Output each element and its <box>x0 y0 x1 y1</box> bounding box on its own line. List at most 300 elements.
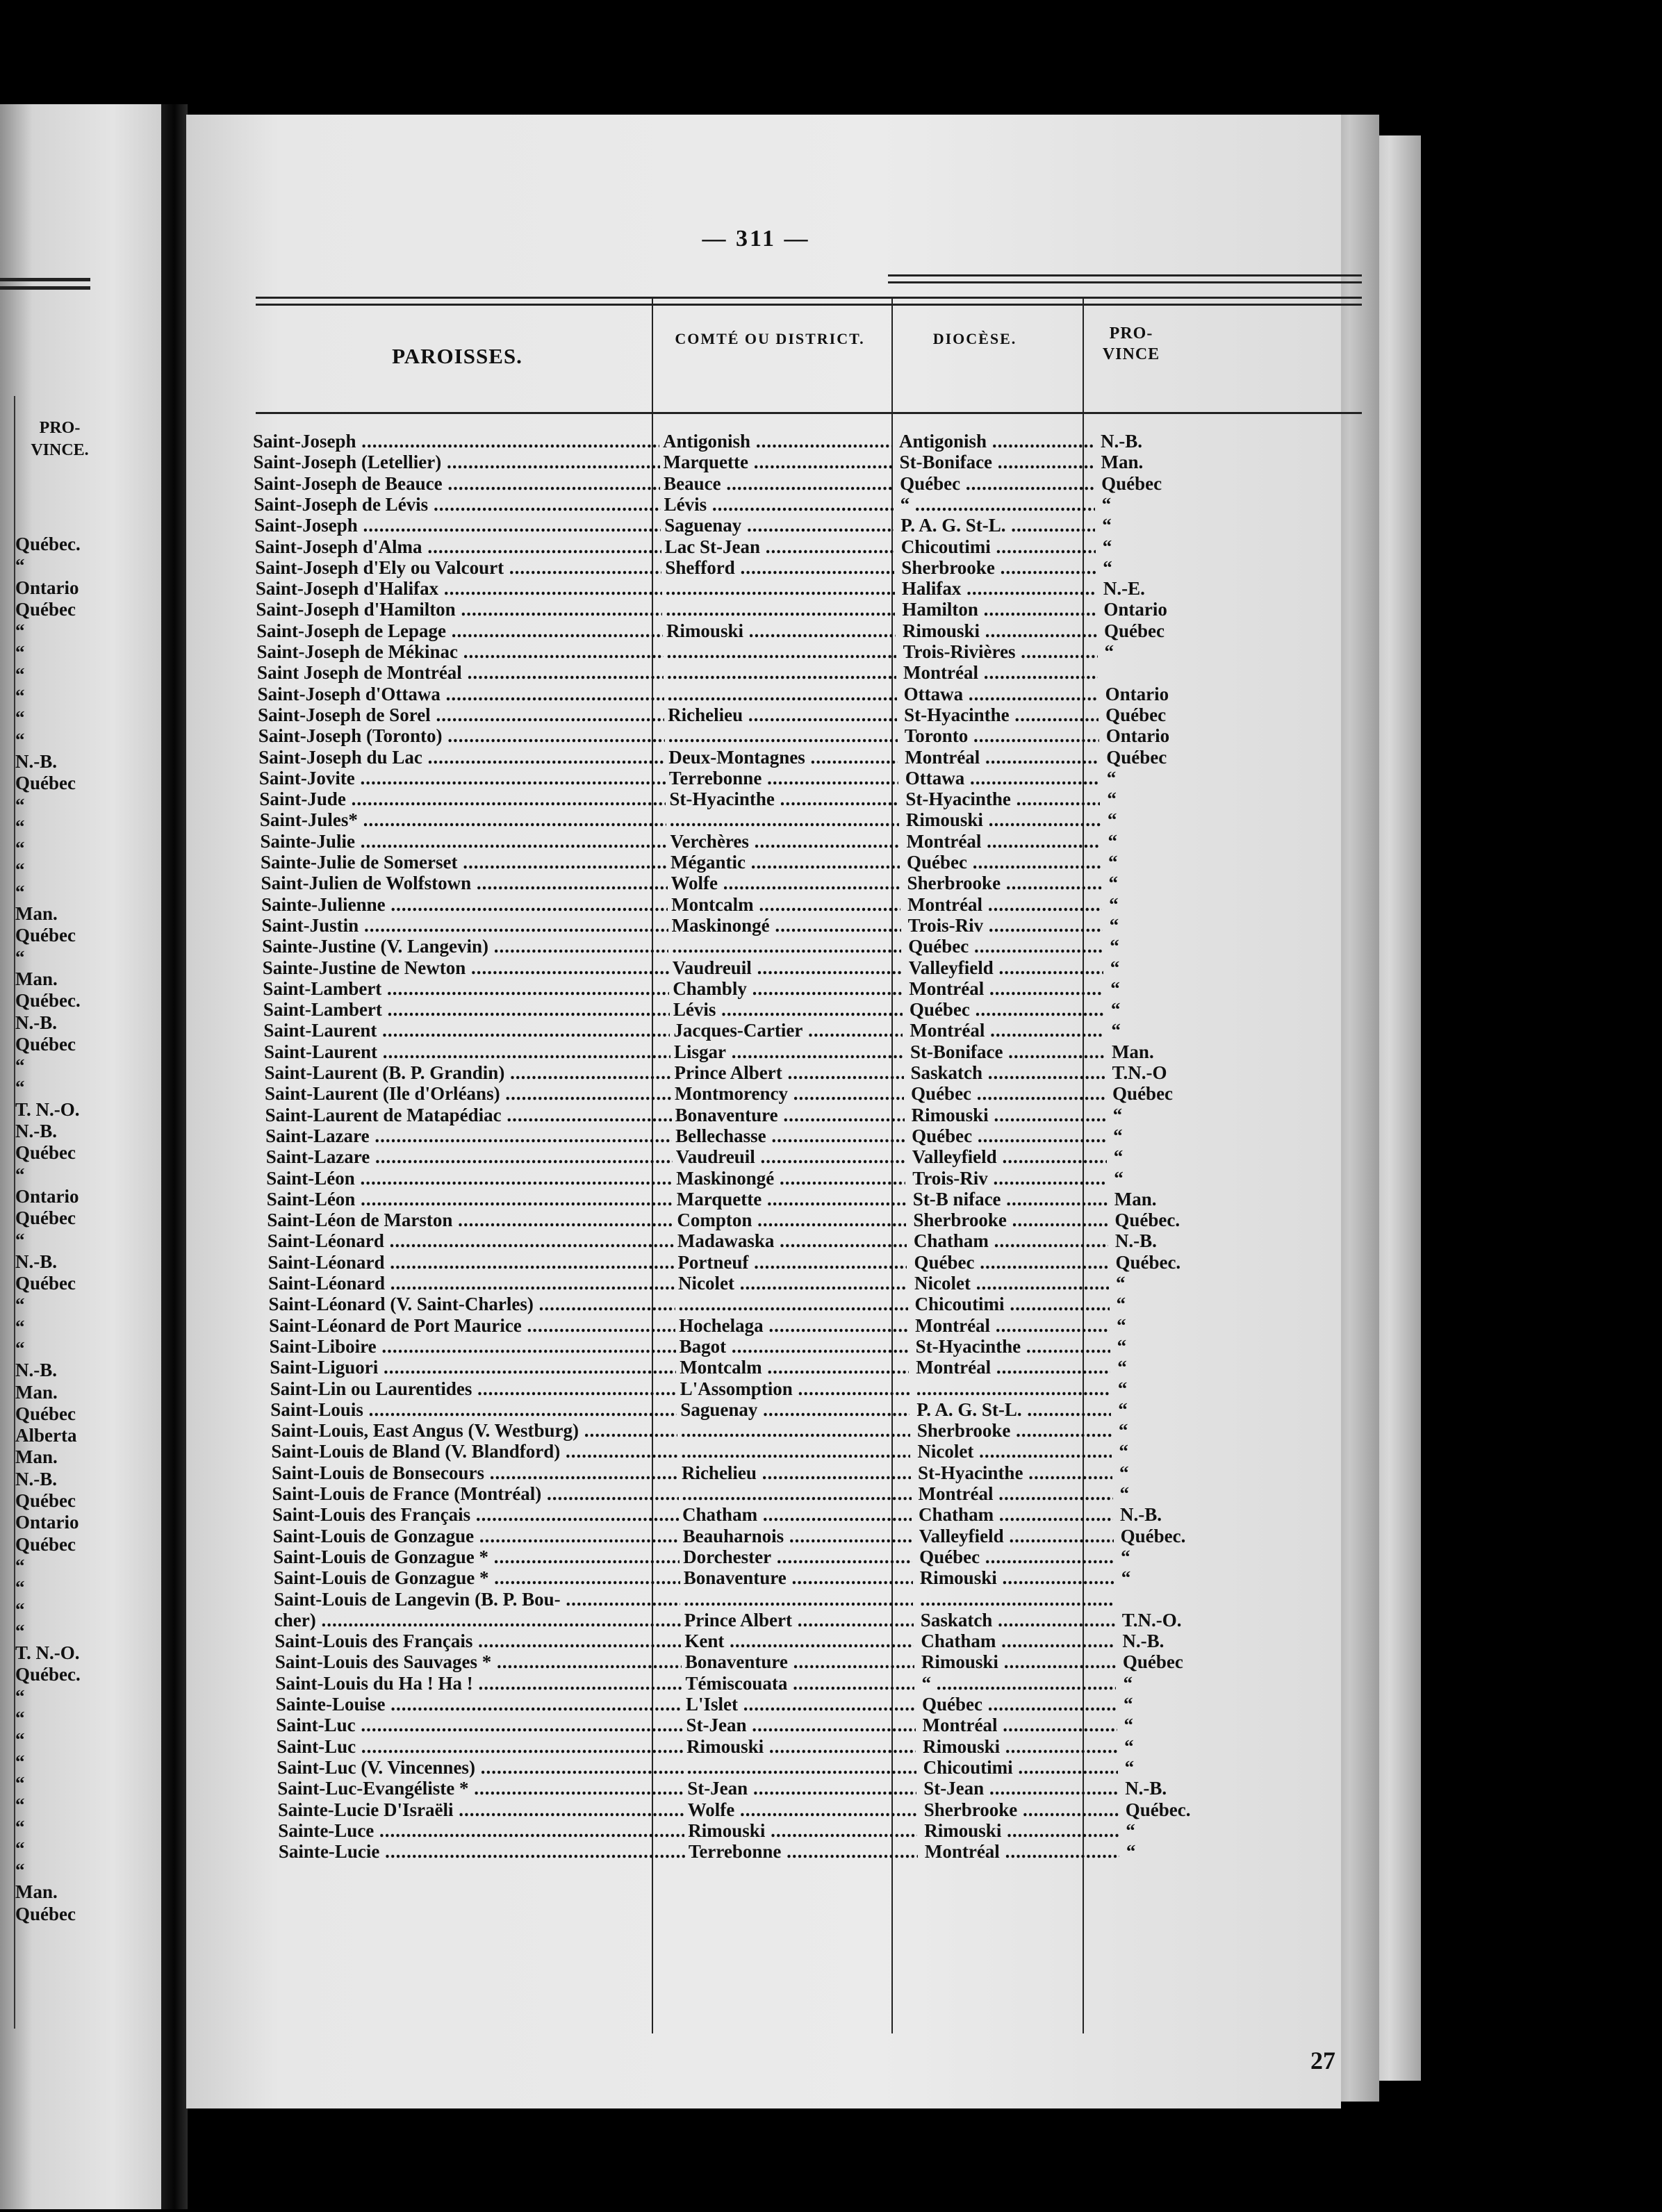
county-name: St-Jean ..... <box>686 1715 916 1735</box>
county-name: Bonaventure ..... <box>675 1105 905 1125</box>
left-province-entry: T. N.-O. <box>15 1642 80 1664</box>
diocese-name: Québec ..... <box>914 1252 1108 1273</box>
left-province-entry: “ <box>15 1794 25 1816</box>
table-row <box>267 1210 1226 1230</box>
diocese-name: Sherbrooke ..... <box>924 1799 1119 1820</box>
header-province-line2: VINCE <box>1102 345 1160 363</box>
table-row <box>254 515 1213 536</box>
table-row <box>257 641 1216 662</box>
table-row <box>259 789 1218 809</box>
province-name: “ <box>1121 1567 1131 1589</box>
table-row <box>262 936 1221 957</box>
parish-name: Saint-Julien de Wolfstown ..... <box>261 873 668 893</box>
left-province-entry: “ <box>15 1229 25 1251</box>
table-row <box>272 1483 1231 1504</box>
table-row <box>278 1820 1237 1841</box>
parish-name: Saint-Jude ..... <box>259 789 666 809</box>
county-name: Antigonish ..... <box>663 431 892 452</box>
province-name: “ <box>1107 809 1117 831</box>
left-province-entry: “ <box>15 729 25 750</box>
header-province <box>1089 323 1173 365</box>
county-name: Nicolet ..... <box>678 1273 907 1294</box>
province-name: N.-B. <box>1114 1230 1157 1252</box>
province-name: N.-B. <box>1101 431 1142 452</box>
parish-name: Saint-Joseph de Sorel ..... <box>258 704 664 725</box>
county-name: Saguenay ..... <box>664 515 894 536</box>
parish-name: Saint-Joseph d'Halifax ..... <box>256 578 662 599</box>
left-province-entry: “ <box>15 1577 25 1599</box>
parish-name: Saint-Louis de Gonzague ..... <box>273 1526 680 1546</box>
left-province-list <box>15 534 154 1925</box>
parish-name: Saint-Laurent ..... <box>263 1020 670 1041</box>
county-name <box>681 1441 910 1462</box>
table-row <box>258 704 1217 725</box>
diocese-name: Montréal ..... <box>919 1483 1113 1504</box>
diocese-name: Valleyfield ..... <box>909 957 1103 978</box>
diocese-name: Toronto ..... <box>905 725 1099 746</box>
parish-name: Saint-Louis de Gonzague * ..... <box>273 1546 680 1567</box>
province-name: Ontario <box>1105 683 1169 704</box>
county-name <box>681 1420 910 1441</box>
county-name: Témiscouata ..... <box>685 1673 914 1694</box>
table-row <box>260 831 1219 852</box>
table-row <box>265 1062 1224 1083</box>
left-province-entry: “ <box>15 1772 25 1794</box>
parish-name: Saint-Joseph ..... <box>253 431 659 452</box>
province-name: “ <box>1121 1546 1130 1567</box>
table-row <box>272 1462 1231 1483</box>
left-province-entry: N.-B. <box>15 750 57 772</box>
parish-name: Saint-Joseph de Beauce ..... <box>254 473 660 494</box>
province-name: Man. <box>1111 1041 1154 1062</box>
province-name: “ <box>1117 1335 1127 1357</box>
table-row <box>274 1589 1233 1610</box>
diocese-name: Ottawa ..... <box>904 684 1099 704</box>
folio-number: 27 <box>1310 2047 1335 2074</box>
left-province-entry: “ <box>15 1620 25 1642</box>
county-name: Montcalm ..... <box>680 1357 909 1378</box>
province-name: “ <box>1104 641 1114 662</box>
province-name: “ <box>1124 1715 1134 1736</box>
province-name: “ <box>1112 1104 1123 1125</box>
province-name: “ <box>1117 1357 1127 1378</box>
county-name <box>672 936 901 957</box>
province-name: “ <box>1117 1314 1126 1336</box>
diocese-name: St-Hyacinthe ..... <box>918 1462 1112 1483</box>
parish-name: Saint-Joseph d'Alma ..... <box>255 536 661 557</box>
table-row <box>265 1083 1224 1104</box>
county-name: Kent ..... <box>684 1631 914 1651</box>
parish-name: Saint-Louis de Bland (V. Blandford) ..... <box>271 1441 677 1462</box>
left-province-entry: “ <box>15 1599 25 1620</box>
table-row <box>273 1526 1232 1546</box>
province-name: Québec. <box>1114 1210 1180 1231</box>
parish-name: cher) ..... <box>274 1610 681 1631</box>
diocese-name: Nicolet ..... <box>917 1441 1112 1462</box>
province-name: Ontario <box>1105 725 1170 747</box>
county-name: Portneuf ..... <box>677 1252 907 1273</box>
province-name: “ <box>1109 893 1119 915</box>
parish-name: Saint-Léonard (V. Saint-Charles) ..... <box>269 1294 675 1314</box>
diocese-name: Québec ..... <box>910 999 1104 1020</box>
province-name: “ <box>1126 1841 1136 1863</box>
county-name <box>667 662 896 683</box>
diocese-name: “ ..... <box>921 1673 1116 1694</box>
county-name <box>666 599 895 620</box>
province-name: Québec <box>1122 1651 1183 1673</box>
left-province-entry: Québec <box>15 1273 76 1294</box>
left-province-entry: Québec. <box>15 534 81 554</box>
table-row <box>270 1378 1229 1399</box>
parish-name: Saint-Joseph d'Hamilton ..... <box>256 599 662 620</box>
table-row <box>277 1736 1235 1757</box>
table-row <box>256 599 1215 620</box>
province-name: “ <box>1106 767 1117 789</box>
county-name: Vaudreuil ..... <box>673 957 902 978</box>
parish-name: Saint-Lambert ..... <box>263 999 670 1020</box>
left-province-entry: N.-B. <box>15 1012 57 1033</box>
province-name: “ <box>1102 515 1112 536</box>
province-name: Man. <box>1101 452 1144 473</box>
table-row <box>274 1567 1233 1588</box>
county-name: St-Hyacinthe ..... <box>669 789 898 809</box>
left-province-entry: Québec <box>15 1033 76 1055</box>
parish-name: Saint-Léon de Marston ..... <box>267 1210 673 1230</box>
diocese-name: Valleyfield ..... <box>919 1526 1114 1546</box>
left-province-entry: N.-B. <box>15 1360 57 1381</box>
county-name: Bonaventure ..... <box>684 1567 913 1588</box>
county-name: Jacques-Cartier ..... <box>673 1020 903 1041</box>
table-row <box>270 1357 1228 1378</box>
province-name: “ <box>1110 957 1120 978</box>
parish-name: Saint-Louis ..... <box>270 1399 677 1420</box>
table-row <box>268 1252 1226 1273</box>
left-province-entry: “ <box>15 859 25 881</box>
left-province-entry: N.-B. <box>15 1468 57 1489</box>
book-gutter <box>161 104 188 2209</box>
county-name <box>682 1483 912 1504</box>
province-name: “ <box>1119 1441 1128 1462</box>
left-province-entry: Québec <box>15 598 76 620</box>
parish-name: Saint-Joseph de Lévis ..... <box>254 494 661 515</box>
table-row <box>269 1294 1228 1314</box>
county-name <box>679 1294 908 1314</box>
diocese-name: Montréal ..... <box>909 978 1103 999</box>
province-name: “ <box>1119 1462 1129 1483</box>
parish-name: Saint-Louis de Bonsecours ..... <box>272 1462 678 1483</box>
left-province-entry: N.-B. <box>15 1251 57 1272</box>
diocese-name: Trois-Rivières ..... <box>903 641 1098 662</box>
province-name: “ <box>1110 999 1121 1021</box>
left-province-entry: “ <box>15 663 25 685</box>
table-row <box>263 1020 1222 1041</box>
parish-name: Saint-Léon ..... <box>267 1189 673 1210</box>
county-name: Chatham ..... <box>682 1504 912 1525</box>
county-name: Lévis ..... <box>664 494 894 515</box>
county-name: Beauharnois ..... <box>683 1526 912 1546</box>
diocese-name: Rimouski ..... <box>920 1567 1114 1588</box>
parish-name: Saint-Justin ..... <box>262 915 668 936</box>
parish-name: Saint-Joseph d'Ottawa ..... <box>258 684 664 704</box>
diocese-name: Montréal ..... <box>907 894 1102 915</box>
table-row <box>276 1694 1235 1715</box>
province-name: Québec <box>1112 1083 1174 1105</box>
parish-name: Saint-Joseph (Toronto) ..... <box>258 725 665 746</box>
province-name: T.N.-O <box>1112 1062 1167 1083</box>
left-province-header <box>18 417 101 461</box>
county-name: Chambly ..... <box>673 978 902 999</box>
left-province-entry: T. N.-O. <box>15 1098 80 1120</box>
diocese-name: Chatham ..... <box>921 1631 1115 1651</box>
left-province-entry: “ <box>15 1751 25 1772</box>
parish-name: Saint-Joseph de Lepage ..... <box>256 620 663 641</box>
parish-name: Sainte-Luce ..... <box>278 1820 684 1841</box>
diocese-name: Rimouski ..... <box>923 1736 1117 1757</box>
left-province-entry: Québec <box>15 1207 76 1229</box>
diocese-name: Québec ..... <box>907 852 1101 873</box>
county-name: Wolfe ..... <box>688 1799 917 1820</box>
left-province-entry: “ <box>15 1337 25 1359</box>
parish-name: Saint-Joseph (Letellier) ..... <box>254 452 660 472</box>
diocese-name: Hamilton ..... <box>902 599 1096 620</box>
county-name <box>687 1757 916 1778</box>
diocese-name: Montréal ..... <box>915 1315 1110 1336</box>
left-province-entry: “ <box>15 686 25 707</box>
province-name: “ <box>1113 1146 1124 1168</box>
diocese-name: Montréal ..... <box>916 1357 1110 1378</box>
parish-name: Saint-Louis de France (Montréal) ..... <box>272 1483 679 1504</box>
parish-name: Saint-Léonard de Port Maurice ..... <box>269 1315 675 1336</box>
county-name <box>668 725 898 746</box>
left-province-entry: Québec <box>15 925 76 946</box>
table-row <box>261 894 1220 915</box>
header-rule <box>888 274 1362 276</box>
left-province-entry: Ontario <box>15 1185 79 1207</box>
parish-name: Saint-Joseph de Mékinac ..... <box>257 641 664 662</box>
left-province-entry: Québec <box>15 1403 76 1424</box>
diocese-name: Québec ..... <box>912 1125 1106 1146</box>
left-province-entry: “ <box>15 946 25 968</box>
diocese-name: Trois-Riv ..... <box>908 915 1103 936</box>
diocese-name: Rimouski ..... <box>903 620 1097 641</box>
parish-name: Saint-Lazare ..... <box>266 1146 673 1167</box>
diocese-name: Rimouski ..... <box>924 1820 1119 1841</box>
diocese-name: St-Boniface ..... <box>900 452 1094 472</box>
table-row <box>261 873 1220 893</box>
table-row <box>256 620 1215 641</box>
table-row <box>265 1125 1224 1146</box>
county-name: Terrebonne ..... <box>689 1841 918 1862</box>
province-name: “ <box>1114 1167 1124 1189</box>
previous-page <box>0 104 161 2209</box>
county-name: Marquette ..... <box>677 1189 906 1210</box>
county-name: Richelieu ..... <box>668 704 897 725</box>
table-row <box>253 431 1212 452</box>
table-row <box>254 494 1213 515</box>
province-name: “ <box>1118 1420 1128 1442</box>
province-name: Ontario <box>1103 599 1167 620</box>
left-province-entry: “ <box>15 1729 25 1751</box>
parish-name: Saint-Jovite ..... <box>259 768 666 789</box>
county-name: Montcalm ..... <box>671 894 900 915</box>
left-province-entry: Québec <box>15 1142 76 1164</box>
province-name: Québec <box>1103 620 1165 641</box>
county-name: Rimouski ..... <box>666 620 896 641</box>
diocese-name: P. A. G. St-L. ..... <box>900 515 1095 536</box>
county-name: Madawaska ..... <box>677 1230 907 1251</box>
table-row <box>268 1273 1227 1294</box>
diocese-name: Trois-Riv ..... <box>912 1168 1107 1189</box>
parish-name: Saint-Jules* ..... <box>260 809 666 830</box>
county-name: Compton ..... <box>677 1210 906 1230</box>
province-name: Man. <box>1114 1188 1157 1210</box>
diocese-name: Sherbrooke ..... <box>901 557 1096 578</box>
left-province-entry: “ <box>15 1816 25 1838</box>
parish-name: Saint Joseph de Montréal ..... <box>257 662 664 683</box>
table-row <box>274 1610 1233 1631</box>
diocese-name: “ ..... <box>900 494 1095 515</box>
diocese-name: Valleyfield ..... <box>912 1146 1107 1167</box>
table-row <box>264 1041 1223 1062</box>
province-name: “ <box>1124 1694 1133 1715</box>
diocese-name: St-Hyacinthe ..... <box>916 1336 1110 1357</box>
diocese-name: Chicoutimi ..... <box>923 1757 1118 1778</box>
diocese-name: Chicoutimi ..... <box>915 1294 1110 1314</box>
parish-name: Saint-Lazare ..... <box>265 1125 672 1146</box>
parish-name: Saint-Louis des Français ..... <box>274 1631 681 1651</box>
parish-name: Saint-Laurent (B. P. Grandin) ..... <box>265 1062 671 1083</box>
left-province-entry: “ <box>15 1294 25 1316</box>
county-name: Prince Albert ..... <box>684 1610 914 1631</box>
province-name: “ <box>1111 1020 1121 1041</box>
parish-name: Saint-Louis des Français ..... <box>272 1504 679 1525</box>
parish-name: Sainte-Louise ..... <box>276 1694 682 1715</box>
county-name: St-Jean ..... <box>687 1778 916 1799</box>
left-province-entry: “ <box>15 1077 25 1098</box>
parish-name: Saint-Léon ..... <box>266 1168 673 1189</box>
diocese-name: Montréal ..... <box>910 1020 1104 1041</box>
county-name: Prince Albert ..... <box>675 1062 904 1083</box>
province-name: “ <box>1103 556 1112 578</box>
parish-name: Saint-Lin ou Laurentides ..... <box>270 1378 677 1399</box>
left-province-entry: “ <box>15 555 25 577</box>
diocese-name: Québec ..... <box>911 1083 1105 1104</box>
county-name: Beauce ..... <box>664 473 893 494</box>
table-row <box>258 684 1217 704</box>
province-name: Québec <box>1105 704 1167 725</box>
table-row <box>263 999 1222 1020</box>
diocese-name: St-Boniface ..... <box>910 1041 1105 1062</box>
diocese-name: Québec ..... <box>922 1694 1117 1715</box>
diocese-name: St-Jean ..... <box>923 1778 1118 1799</box>
table-row <box>256 578 1215 599</box>
parish-name: Saint-Luc-Evangéliste * ..... <box>277 1778 684 1799</box>
left-province-entry: Québec <box>15 1533 76 1555</box>
parish-name: Sainte-Julienne ..... <box>261 894 668 915</box>
diocese-name: P. A. G. St-L. ..... <box>916 1399 1111 1420</box>
header-diocese: DIOCÈSE. <box>932 330 1017 347</box>
province-name: Québec. <box>1115 1251 1181 1273</box>
province-name: “ <box>1107 789 1117 810</box>
parish-name: Saint-Louis de Langevin (B. P. Bou- ..... <box>274 1589 680 1610</box>
table-row <box>271 1420 1230 1441</box>
table-row <box>270 1336 1228 1357</box>
province-name: Québec <box>1101 472 1162 494</box>
parish-name: Saint-Louis, East Angus (V. Westburg) ..... <box>271 1420 677 1441</box>
county-name: Lévis ..... <box>673 999 903 1020</box>
parish-name: Saint-Louis du Ha ! Ha ! ..... <box>275 1673 682 1694</box>
diocese-name: Saskatch ..... <box>911 1062 1105 1083</box>
parish-name: Saint-Luc (V. Vincennes) ..... <box>277 1757 684 1778</box>
header-bottom-rule <box>256 412 1362 414</box>
diocese-name: Saskatch ..... <box>921 1610 1115 1631</box>
parish-name: Sainte-Justine de Newton ..... <box>263 957 669 978</box>
diocese-name: Nicolet ..... <box>914 1273 1109 1294</box>
county-name: Rimouski ..... <box>688 1820 917 1841</box>
header-rule <box>888 281 1362 283</box>
province-name: “ <box>1116 1273 1126 1294</box>
parish-name: Saint-Joseph d'Ely ou Valcourt ..... <box>255 557 661 578</box>
left-province-entry: Québec <box>15 1903 76 1924</box>
province-name: N.-B. <box>1120 1504 1162 1526</box>
diocese-name: Montréal ..... <box>906 831 1101 852</box>
diocese-name: Rimouski ..... <box>912 1105 1106 1125</box>
province-name: T.N.-O. <box>1121 1609 1182 1631</box>
diocese-name: Sherbrooke ..... <box>907 873 1102 893</box>
county-name <box>670 809 899 830</box>
county-name: Bonaventure ..... <box>685 1651 914 1672</box>
table-row <box>257 662 1216 683</box>
county-name <box>666 578 895 599</box>
diocese-name: Chatham ..... <box>919 1504 1113 1525</box>
left-province-entry: “ <box>15 1316 25 1337</box>
book-page <box>186 115 1341 2108</box>
parish-name: Sainte-Julie ..... <box>260 831 666 852</box>
table-row <box>254 452 1212 472</box>
diocese-name: St-Hyacinthe ..... <box>904 704 1099 725</box>
parish-name: Saint-Laurent de Matapédiac ..... <box>265 1105 672 1125</box>
parish-name: Saint-Léonard ..... <box>268 1273 675 1294</box>
left-province-entry: “ <box>15 1838 25 1859</box>
parish-name: Saint-Joseph ..... <box>254 515 661 536</box>
county-name: Rimouski ..... <box>686 1736 916 1757</box>
table-row <box>258 725 1217 746</box>
diocese-name: Montréal ..... <box>905 747 1099 768</box>
province-name: Québec <box>1106 746 1167 768</box>
county-name: Bellechasse ..... <box>675 1125 905 1146</box>
diocese-name: Québec ..... <box>900 473 1094 494</box>
parish-name: Saint-Léonard ..... <box>268 1252 674 1273</box>
table-row <box>259 768 1218 789</box>
province-name: “ <box>1110 977 1120 999</box>
left-province-entry: “ <box>15 707 25 729</box>
table-row <box>277 1778 1236 1799</box>
diocese-name: Montréal ..... <box>903 662 1098 683</box>
province-name: N.-B. <box>1122 1631 1165 1652</box>
table-row <box>263 978 1221 999</box>
table-row <box>255 536 1214 557</box>
table-row <box>258 747 1217 768</box>
county-name <box>667 641 896 662</box>
province-name: Québec. <box>1120 1525 1186 1546</box>
left-header-line1: PRO- <box>39 419 81 437</box>
table-row <box>254 473 1212 494</box>
left-province-entry: “ <box>15 620 25 642</box>
county-name: Deux-Montagnes ..... <box>668 747 898 768</box>
table-row <box>274 1631 1233 1651</box>
county-name: Richelieu ..... <box>682 1462 911 1483</box>
province-name: “ <box>1117 1378 1128 1399</box>
